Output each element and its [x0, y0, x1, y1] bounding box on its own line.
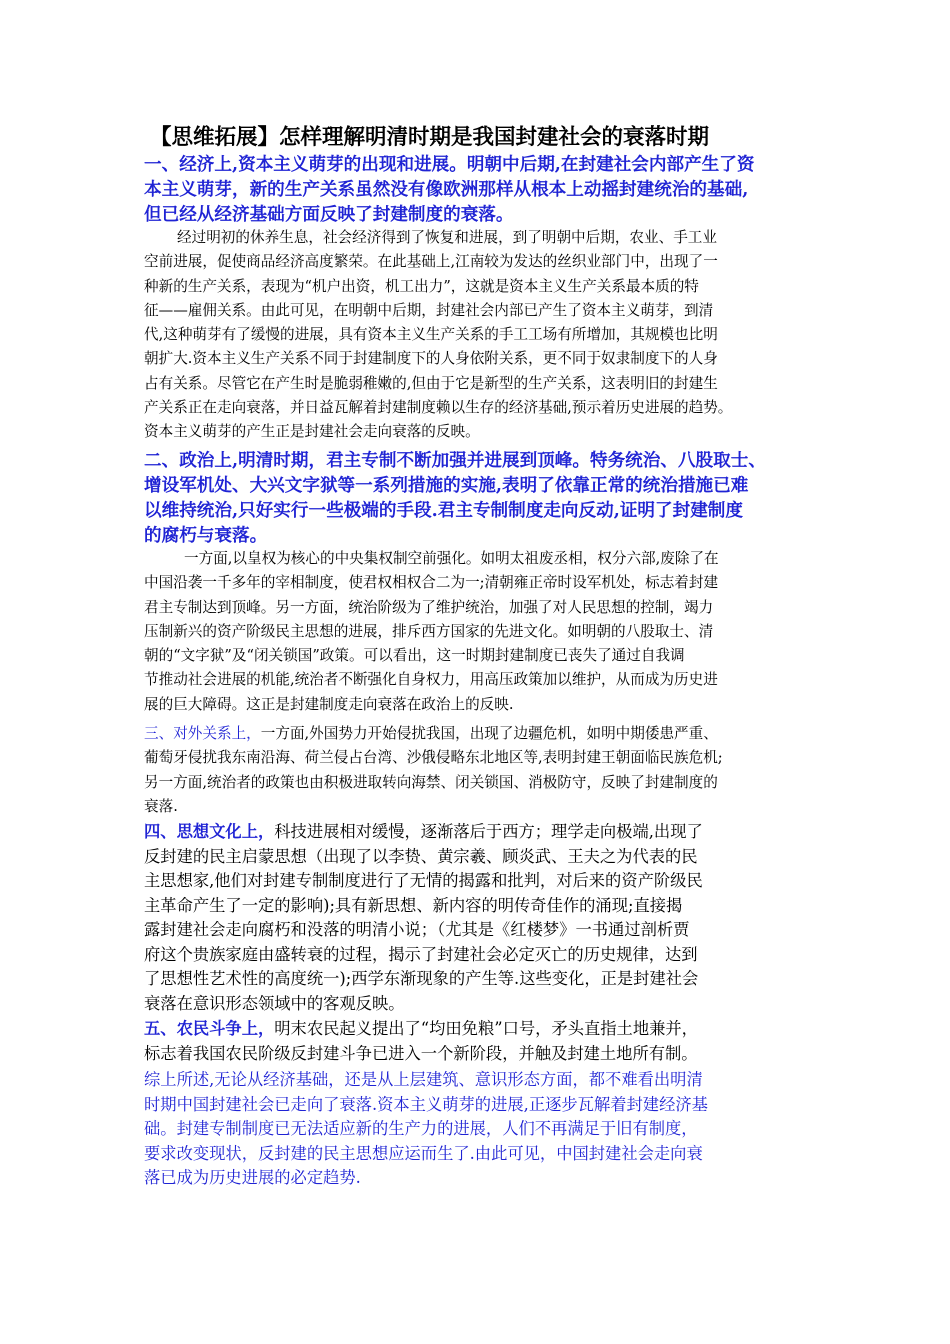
- summary: [144, 1068, 806, 1191]
- body-line: 一方面,以皇权为核心的中央集权制空前强化。如明太祖废丞相，权分六部,废除了在: [184, 550, 719, 567]
- section-4-first-line: [144, 820, 806, 845]
- heading-line: 二、政治上,明清时期，君主专制不断加强并进展到顶峰。特务统治、八股取士、: [144, 450, 766, 471]
- summary-line: 础。封建专制制度已无法适应新的生产力的进展，人们不再满足于旧有制度，: [144, 1119, 698, 1138]
- body-line: 征——雇佣关系。由此可见，在明朝中后期，封建社会内部已产生了资本主义萌芽，到清: [144, 301, 714, 319]
- body-line: 反封建的民主启蒙思想（出现了以李贽、黄宗羲、顾炎武、王夫之为代表的民: [144, 846, 698, 866]
- body-line: 种新的生产关系，表现为“机户出资，机工出力”，这就是资本主义生产关系最本质的特: [144, 277, 699, 295]
- section-1-heading: [144, 152, 806, 227]
- body-line: 空前进展，促使商品经济高度繁荣。在此基础上,江南较为发达的丝织业部门中，出现了一: [144, 253, 718, 271]
- summary-line: 要求改变现状，反封建的民主思想应运而生了.由此可见，中国封建社会走向衰: [144, 1143, 703, 1163]
- section-4: [144, 820, 806, 1016]
- body-line: 节推动社会进展的机能,统治者不断强化自身权力，用高压政策加以维护，从而成为历史进: [144, 671, 718, 689]
- body-line: 资本主义萌芽的产生正是封建社会走向衰落的反映。: [144, 423, 480, 441]
- body-line: 了思想性艺术性的高度统一);西学东渐现象的产生等.这些变化，正是封建社会: [144, 969, 699, 988]
- section-2-body: [144, 547, 806, 717]
- body-line: 代,这种萌芽有了缓慢的进展，具有资本主义生产关系的手工工场有所增加，其规模也比明: [144, 326, 718, 344]
- body-line: 府这个贵族家庭由盛转衰的过程，揭示了封建社会必定灭亡的历史规律，达到: [144, 944, 698, 964]
- summary-line: 综上所述,无论从经济基础，还是从上层建筑、意识形态方面，都不难看出明清: [144, 1070, 703, 1089]
- body-line: 另一方面,统治者的政策也由积极进取转向海禁、闭关锁国、消极防守，反映了封建制度的: [144, 773, 718, 791]
- heading-line: 一、经济上,资本主义萌芽的出现和进展。明朝中后期,在封建社会内部产生了资: [144, 154, 755, 175]
- body-line: 露封建社会走向腐朽和没落的明清小说；（尤其是《红楼梦》一书通过剖析贾: [144, 920, 690, 939]
- section-3-first-line: [144, 722, 806, 746]
- body-line: 中国沿袭一千多年的宰相制度，使君权相权合二为一;清朝雍正帝时设军机处，标志着封建: [144, 574, 719, 592]
- page-title: 【思维拓展】怎样理解明清时期是我国封建社会的衰落时期: [150, 125, 710, 150]
- body-line: 产关系正在走向衰落，并日益瓦解着封建制度赖以生存的经济基础,预示着历史进展的趋势。: [144, 399, 733, 417]
- body-line: 葡萄牙侵扰我东南沿海、荷兰侵占台湾、沙俄侵略东北地区等,表明封建王朝面临民族危机;: [144, 749, 723, 767]
- body-line: 衰落在意识形态领域中的客观反映。: [144, 993, 405, 1013]
- section-1-body: [144, 226, 806, 445]
- body-line: 衰落.: [144, 797, 178, 815]
- heading-line: 本主义萌芽，新的生产关系虽然没有像欧洲那样从根本上动摇封建统治的基础,: [144, 179, 749, 200]
- body-line: 一方面,外国势力开始侵扰我国，出现了边疆危机，如明中期倭患严重、: [260, 725, 718, 742]
- section-2-heading: [144, 448, 806, 548]
- section-4-heading: 四、思想文化上，: [144, 822, 275, 841]
- body-line: 经过明初的休养生息，社会经济得到了恢复和进展，到了明朝中后期，农业、手工业: [177, 229, 717, 246]
- body-line: 君主专制达到顶峰。另一方面，统治阶级为了维护统治，加强了对人民思想的控制，竭力: [144, 598, 714, 616]
- body-line: 朝的“文字狱”及“闭关锁国”政策。可以看出，这一时期封建制度已丧失了通过自我调: [144, 647, 685, 665]
- body-line: 主革命产生了一定的影响);具有新思想、新内容的明传奇佳作的涌现;直接揭: [144, 895, 683, 915]
- heading-line: 增设军机处、大兴文字狱等一系列措施的实施,表明了依靠正常的统治措施已难: [144, 475, 749, 496]
- summary-line: 落已成为历史进展的必定趋势.: [144, 1168, 361, 1187]
- body-line: 主思想家,他们对封建专制制度进行了无情的揭露和批判，对后来的资产阶级民: [144, 871, 703, 890]
- section-3: [144, 722, 806, 819]
- body-line: 朝扩大.资本主义生产关系不同于封建制度下的人身依附关系，更不同于奴隶制度下的人身: [144, 350, 718, 368]
- body-line: 占有关系。尽管它在产生时是脆弱稚嫩的,但由于它是新型的生产关系，这表明旧的封建生: [144, 374, 718, 392]
- body-line: 展的巨大障碍。这正是封建制度走向衰落在政治上的反映.: [144, 695, 514, 713]
- section-5-heading: 五、农民斗争上，: [144, 1019, 275, 1038]
- body-line: 压制新兴的资产阶级民主思想的进展，排斥西方国家的先进文化。如明朝的八股取士、清: [144, 622, 714, 640]
- body-line: 明末农民起义提出了“均田免粮”口号，矛头直指土地兼并，: [274, 1019, 698, 1038]
- section-5: [144, 1017, 806, 1066]
- summary-line: 时期中国封建社会已走向了衰落.资本主义萌芽的进展,正逐步瓦解着封建经济基: [144, 1094, 708, 1114]
- body-line: 科技进展相对缓慢，逐渐落后于西方；理学走向极端,出现了: [274, 822, 703, 841]
- section-3-heading: 三、对外关系上，: [144, 725, 261, 742]
- heading-line: 以维持统治,只好实行一些极端的手段.君主专制制度走向反动,证明了封建制度: [144, 500, 743, 521]
- heading-line: 但已经从经济基础方面反映了封建制度的衰落。: [144, 204, 514, 225]
- body-line: 标志着我国农民阶级反封建斗争已进入一个新阶段，并触及封建土地所有制。: [144, 1043, 698, 1063]
- heading-line: 的腐朽与衰落。: [144, 525, 268, 546]
- section-5-first-line: [144, 1017, 806, 1042]
